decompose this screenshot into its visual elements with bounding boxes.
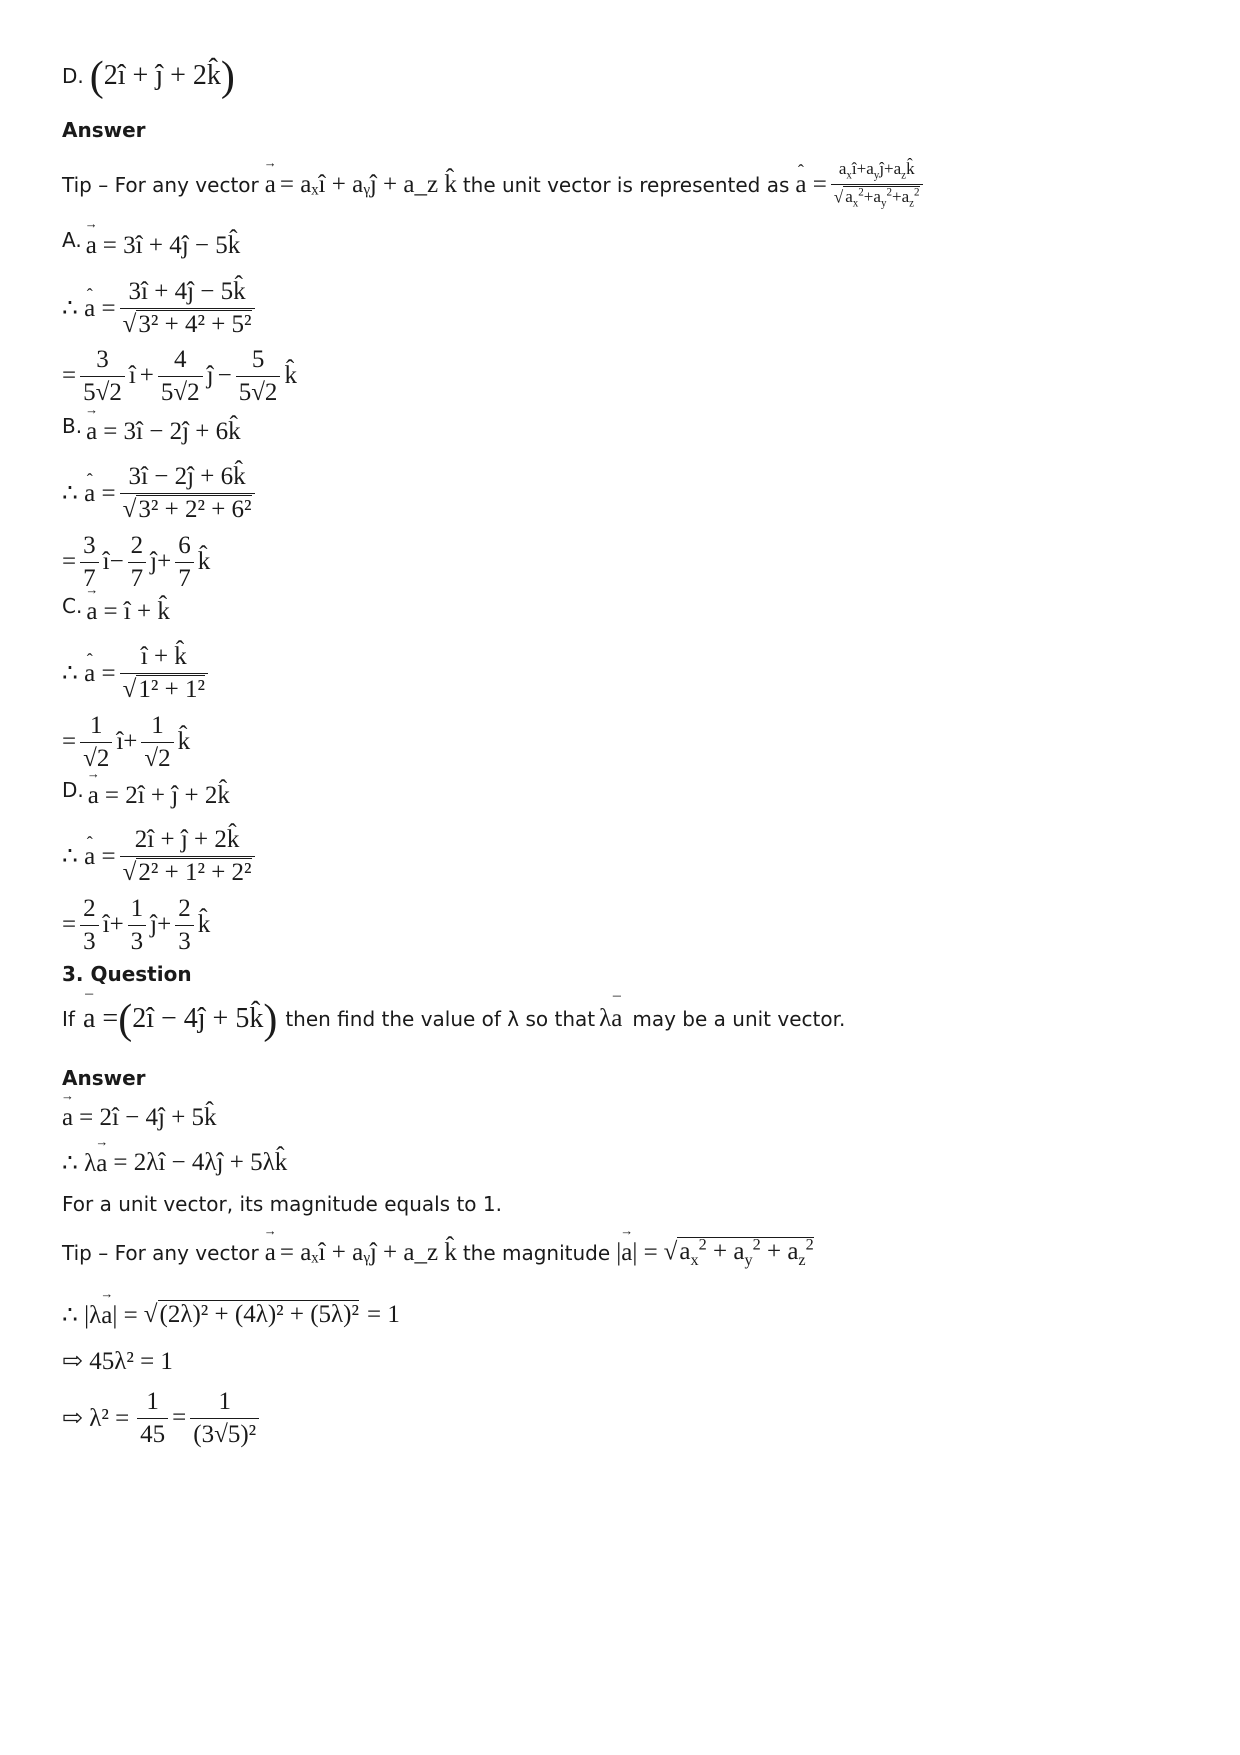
answer-heading: Answer <box>62 118 146 142</box>
answer2-line1: a → = 2î − 4ĵ + 5k̂ <box>62 1104 217 1132</box>
part-a-expr: = 3î + 4ĵ − 5k̂ <box>102 232 241 259</box>
prev-option-d: D. ( 2î + ĵ + 2k̂ ) <box>62 54 235 100</box>
lambda-lhs: ⇨ λ² = <box>62 1405 130 1432</box>
part-a-den: 3² + 4² + 5² <box>138 310 252 338</box>
part-a-label: A. <box>62 228 82 252</box>
part-b-num: 3î − 2ĵ + 6k̂ <box>128 463 246 490</box>
part-d-num: 2î + ĵ + 2k̂ <box>134 826 240 853</box>
answer2-line1-expr: = 2î − 4ĵ + 5k̂ <box>79 1104 217 1131</box>
question-expr: 2î − 4ĵ + 5k̂ <box>132 1003 264 1034</box>
answer2-heading: Answer <box>62 1066 146 1090</box>
answer2-line2-expr: = 2λî − 4λĵ + 5λk̂ <box>113 1149 288 1176</box>
unit-vector-statement: For a unit vector, its magnitude equals to 1. <box>62 1192 502 1216</box>
part-d-label: D. <box>62 778 84 802</box>
part-c-expr: = î + k̂ <box>103 598 170 625</box>
option-label: D. <box>62 64 84 88</box>
part-b-vector: B. a → = 3î − 2ĵ + 6k̂ <box>62 418 241 446</box>
part-c-den: 1² + 1² <box>138 675 205 703</box>
part-b-den: 3² + 2² + 6² <box>138 495 252 523</box>
tip2-middle: the magnitude <box>462 1241 611 1266</box>
question-heading: 3. Question <box>62 962 192 986</box>
equation-45: ⇨ 45λ² = 1 <box>62 1348 173 1375</box>
question-text: If a – = ( 2î − 4ĵ + 5k̂ ) then find the value of λ so that λa – may be a unit vector. <box>62 995 845 1043</box>
tip-magnitude: Tip – For any vector a → = aₓî + aᵧĵ + a_z k̂ the magnitude |a →| = $√a_x^2 + a_y^2 + a_z^2$ <box>62 1236 814 1270</box>
tip-prefix: Tip – For any vector <box>62 172 259 197</box>
part-d-unit: ∴ a ˆ = $\frac{2î + ĵ + 2k̂}{\text{√2² + 1² + 2²}}$ <box>62 826 259 886</box>
magnitude-equals: = 1 <box>367 1301 400 1328</box>
tip2-vector-def: = aₓî + aᵧĵ + a_z k̂ <box>279 1239 457 1267</box>
part-c-label: C. <box>62 594 83 618</box>
tip-middle: the unit vector is represented as <box>462 172 790 197</box>
part-b-result: = $\frac{3}{7}$ î − $\frac{2}{7}$ ĵ + $\frac{6}{7}$ k̂ <box>62 532 211 592</box>
part-a-num: 3î + 4ĵ − 5k̂ <box>128 278 246 305</box>
lambda-squared-line: ⇨ λ² = $\frac{1}{45}$ = $\frac{1}{\text{(3√5)²}}$ <box>62 1388 263 1448</box>
part-d-result: = $\frac{2}{3}$ î + $\frac{1}{3}$ ĵ + $\frac{2}{3}$ k̂ <box>62 895 211 955</box>
part-c-result: = $\frac{1}{√2}$ î + $\frac{1}{√2}$ k̂ <box>62 712 191 772</box>
option-expr: 2î + ĵ + 2k̂ <box>103 60 221 91</box>
answer2-line2: ∴ λa → = 2λî − 4λĵ + 5λk̂ <box>62 1148 287 1178</box>
part-d-expr: = 2î + ĵ + 2k̂ <box>104 782 230 809</box>
part-a-vector: A. a → = 3î + 4ĵ − 5k̂ <box>62 232 240 260</box>
part-c-vector: C. a → = î + k̂ <box>62 598 170 626</box>
question-then: then find the value of λ so that <box>285 1007 596 1031</box>
question-if: If <box>62 1007 75 1031</box>
part-a-unit: ∴ a ˆ = $\frac{3î + 4ĵ - 5k̂}{\text{√3² + 4² + 5²}}$ <box>62 278 259 338</box>
part-d-den: 2² + 1² + 2² <box>138 858 252 886</box>
tip2-prefix: Tip – For any vector <box>62 1241 259 1266</box>
unit-vector-formula: $\frac{a_xî+a_yĵ+a_zk̂}{√ a_x^2+a_y^2+a_z^2}$ <box>831 160 923 210</box>
part-b-expr: = 3î − 2ĵ + 6k̂ <box>103 418 241 445</box>
part-b-label: B. <box>62 414 83 438</box>
part-a-result: = $\frac{3}{5√2}$ î + $\frac{4}{5√2}$ ĵ − $\frac{5}{5√2}$ k̂ <box>62 346 297 406</box>
tip-unit-vector: Tip – For any vector a → = aₓî + aᵧĵ + a_z k̂ the unit vector is represented as a ˆ = $\frac{a_xî+a_yĵ+a_zk̂}{√ a_x^2+a_y^2+a_z^2}$ <box>62 160 927 210</box>
question-tail: may be a unit vector. <box>632 1007 846 1031</box>
magnitude-expr: (2λ)² + (4λ)² + (5λ)² <box>159 1301 359 1328</box>
tip-vector-def: = aₓî + aᵧĵ + a_z k̂ <box>279 170 457 198</box>
part-d-vector: D. a → = 2î + ĵ + 2k̂ <box>62 782 230 810</box>
part-c-num: î + k̂ <box>140 643 187 670</box>
part-c-unit: ∴ a ˆ = $\frac{î + k̂}{\text{√1² + 1²}}$ <box>62 643 212 703</box>
part-b-unit: ∴ a ˆ = $\frac{3î - 2ĵ + 6k̂}{\text{√3² + 2² + 6²}}$ <box>62 463 259 523</box>
magnitude-line: ∴ |λa →| = √(2λ)² + (4λ)² + (5λ)² = 1 <box>62 1300 400 1330</box>
